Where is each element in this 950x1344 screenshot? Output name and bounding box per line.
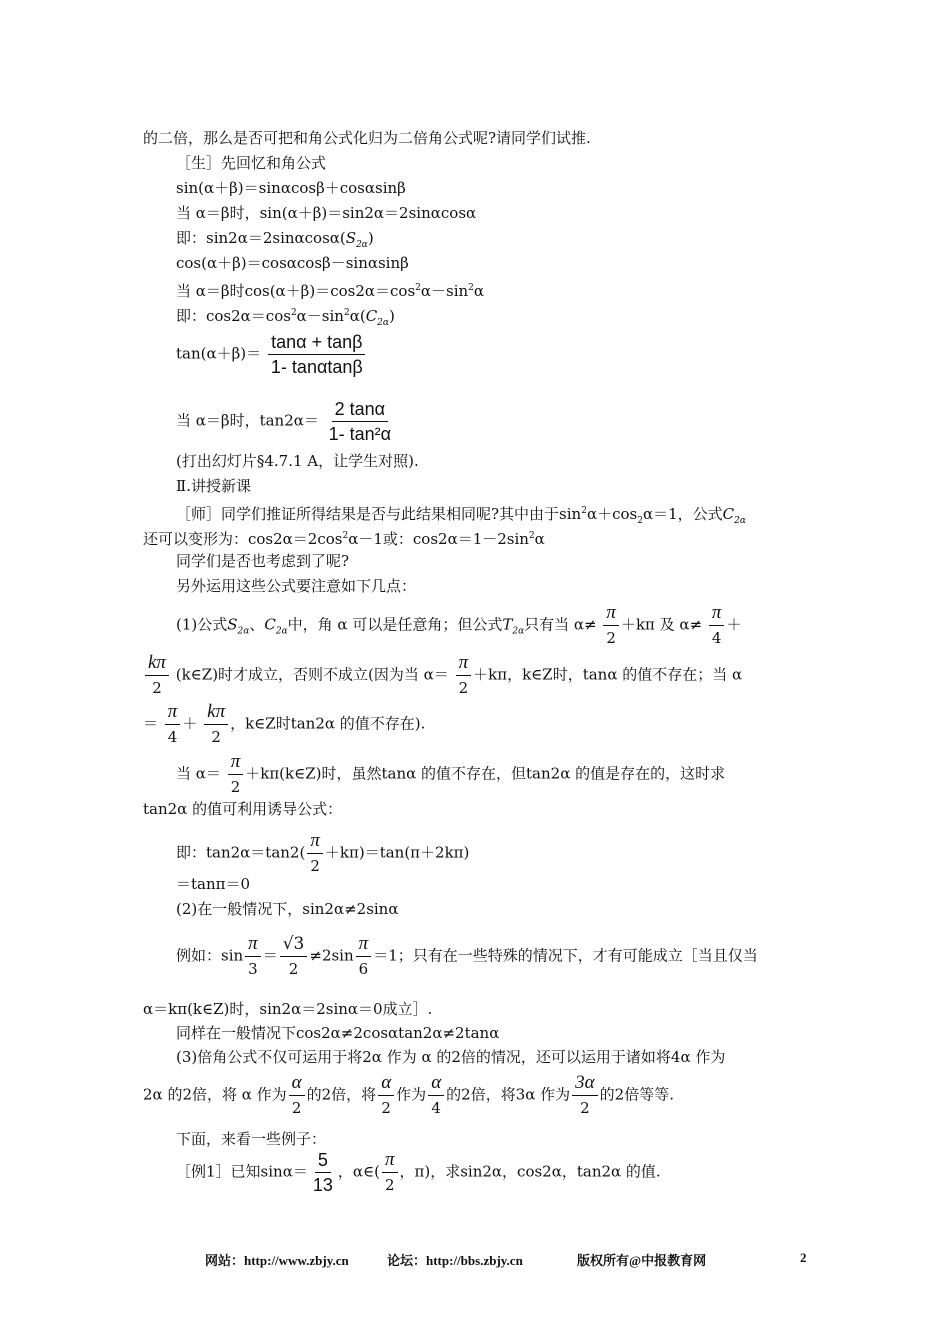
fraction-denominator: 4	[431, 1099, 441, 1117]
text-line	[176, 750, 725, 799]
text: 的2倍，将3α 作为	[446, 1085, 571, 1104]
text: ＋kπ 及 α≠	[620, 615, 703, 634]
subscript: 2	[637, 516, 643, 526]
text: ，α∈(	[337, 1162, 380, 1181]
formula-line	[176, 397, 396, 446]
text-line: 下面，来看一些例子：	[176, 1130, 327, 1148]
fraction-numerator: π	[456, 651, 472, 676]
text: (k∈Z)时才成立，否则不成立(因为当 α＝	[175, 665, 449, 684]
fraction	[307, 829, 323, 878]
fraction-denominator: 2	[384, 1176, 395, 1194]
formula-subscript: 2α	[275, 626, 288, 637]
text: ［师］同学们推证所得结果是否与此结果相同呢?其中由于sin	[176, 505, 582, 523]
formula-subscript: 2α	[734, 516, 746, 526]
fraction-numerator: 2 tanα	[332, 397, 388, 422]
footer-forum-link[interactable]: 论坛：http://bbs.zbjy.cn	[387, 1253, 523, 1268]
fraction-numerator: α	[428, 1071, 444, 1096]
footer-copyright: 版权所有@中报教育网	[577, 1253, 707, 1268]
text: 、	[249, 615, 265, 634]
footer-site-link[interactable]: 网站：http://www.zbjy.cn	[205, 1253, 349, 1268]
text-line	[143, 526, 545, 549]
fraction-numerator: kπ	[145, 651, 169, 676]
fraction	[709, 601, 725, 650]
formula-text: 即：cos2α＝cos	[176, 307, 291, 325]
formula-line	[176, 228, 374, 255]
fraction	[245, 932, 261, 981]
formula-text: α－sin	[296, 307, 344, 325]
fraction-numerator: tanα + tanβ	[268, 330, 365, 355]
text-line: 同学们是否也考虑到了呢?	[176, 552, 350, 570]
text-line: α＝kπ(k∈Z)时，sin2α＝2sinα＝0成立］.	[143, 1000, 433, 1018]
text: ≠2sin	[309, 946, 354, 965]
text: ＝	[143, 714, 159, 733]
fraction	[289, 1071, 305, 1120]
text: α－1或：cos2α＝1－2sin	[348, 530, 529, 548]
fraction-numerator: 5	[315, 1148, 331, 1173]
text-line: (2)在一般情况下，sin2α≠2sinα	[176, 900, 399, 918]
text: 还可以变形为：cos2α＝2cos	[143, 530, 343, 548]
text: α＝1，公式	[642, 505, 723, 523]
text-line	[143, 651, 742, 700]
fraction-denominator: 2	[230, 778, 241, 796]
fraction-numerator: π	[709, 601, 725, 626]
section-heading: Ⅱ.讲授新课	[176, 477, 251, 495]
fraction	[572, 1071, 597, 1120]
formula-line	[176, 278, 484, 301]
fraction-denominator: 2	[381, 1099, 391, 1117]
formula-text: α	[473, 282, 485, 300]
fraction-denominator: 2	[152, 679, 162, 697]
formula-label: T	[502, 615, 513, 634]
text-line	[176, 601, 741, 650]
fraction-numerator: α	[289, 1071, 305, 1096]
formula-line	[176, 330, 368, 379]
text-line: (打出幻灯片§4.7.1 A，让学生对照).	[176, 452, 419, 470]
formula-text: 即：sin2α＝2sinαcosα(	[176, 229, 346, 247]
formula-line	[176, 303, 395, 333]
fraction-denominator: 2	[606, 629, 616, 647]
superscript: 2	[290, 308, 297, 318]
formula-label: C	[264, 615, 276, 634]
fraction-numerator: π	[382, 1148, 398, 1173]
text: ＋	[182, 714, 198, 733]
text: ＋	[726, 615, 742, 634]
fraction	[356, 932, 372, 981]
fraction-denominator: 4	[167, 728, 178, 746]
fraction	[268, 330, 366, 379]
fraction-numerator: π	[356, 932, 372, 957]
superscript: 2	[528, 531, 535, 541]
fraction-numerator: π	[165, 700, 181, 725]
text: ＝1；只有在一些特殊的情况下，才有可能成立［当且仅当	[373, 946, 758, 965]
formula-text: 当 α＝β时，tan2α＝	[176, 411, 319, 430]
fraction-denominator: 6	[358, 960, 369, 978]
formula-line	[176, 829, 469, 878]
formula-text: 当 α＝β时cos(α＋β)＝cos2α＝cos	[176, 282, 416, 300]
text-line	[176, 932, 758, 981]
text: ＋kπ)＝tan(π＋2kπ)	[324, 843, 470, 862]
text: 的2倍，将	[306, 1085, 377, 1104]
text-line: ［生］先回忆和角公式	[176, 154, 327, 172]
text: ［例1］已知sinα＝	[176, 1162, 308, 1181]
fraction	[378, 1071, 394, 1120]
fraction	[428, 1071, 444, 1120]
text: 只有当 α≠	[524, 615, 597, 634]
formula-text: α－sin	[420, 282, 469, 300]
formula-line: cos(α＋β)＝cosαcosβ－sinαsinβ	[176, 254, 409, 272]
text: 中，角 α 可以是任意角；但公式	[287, 615, 503, 634]
fraction-numerator: π	[228, 750, 244, 775]
text-line	[143, 700, 425, 749]
text-line: (3)倍角公式不仅可运用于将2α 作为 α 的2倍的情况，还可以运用于诸如将4α 作为	[176, 1048, 726, 1066]
text-line: tan2α 的值可利用诱导公式：	[143, 800, 343, 818]
formula-text: )	[367, 229, 374, 247]
text: 即：tan2α＝tan2(	[176, 843, 306, 862]
text-line	[176, 1148, 661, 1197]
formula-subscript: 2α	[237, 626, 250, 637]
text: 当 α＝	[176, 764, 221, 783]
fraction-numerator: √3	[280, 932, 308, 957]
formula-label: S	[227, 615, 238, 634]
formula-label: C	[365, 307, 378, 325]
formula-text: α(	[349, 307, 366, 325]
superscript: 2	[415, 283, 421, 293]
formula-line: sin(α＋β)＝sinαcosβ＋cosαsinβ	[176, 179, 406, 197]
formula-text: tan(α＋β)＝	[176, 344, 262, 363]
superscript: 2	[468, 283, 474, 293]
fraction-numerator: π	[245, 932, 261, 957]
text: ＝	[262, 946, 278, 965]
fraction-denominator: 1- tanαtanβ	[270, 357, 363, 377]
text: 2α 的2倍，将 α 作为	[143, 1085, 287, 1104]
text: α＋cos	[586, 505, 638, 523]
text: (1)公式	[176, 615, 228, 634]
fraction	[310, 1148, 336, 1197]
text-line: 另外运用这些公式要注意如下几点：	[176, 577, 417, 595]
text: 的2倍等等.	[599, 1085, 674, 1104]
text-line: 同样在一般情况下cos2α≠2cosαtan2α≠2tanα	[176, 1024, 500, 1042]
fraction-numerator: π	[307, 829, 323, 854]
fraction-numerator: α	[378, 1071, 394, 1096]
text: ＋kπ，k∈Z时，tanα 的值不存在；当 α	[473, 665, 743, 684]
fraction	[165, 700, 181, 749]
formula-label: S	[345, 229, 357, 247]
formula-subscript: 2α	[356, 240, 368, 250]
fraction-numerator: π	[603, 601, 619, 626]
fraction	[145, 651, 169, 700]
formula-subscript: 2α	[377, 318, 389, 328]
formula-line: ＝tanπ＝0	[176, 875, 251, 893]
fraction-denominator: 2	[291, 1099, 302, 1117]
fraction	[603, 601, 619, 650]
fraction-denominator: 13	[312, 1175, 333, 1195]
text: ，π)，求sin2α，cos2α，tan2α 的值.	[399, 1162, 661, 1181]
superscript: 2	[342, 531, 349, 541]
fraction-denominator: 2	[310, 857, 320, 875]
formula-label: C	[722, 505, 735, 523]
fraction-denominator: 2	[288, 960, 299, 978]
fraction	[228, 750, 244, 799]
fraction-denominator: 3	[248, 960, 258, 978]
text-line: 的二倍，那么是否可把和角公式化归为二倍角公式呢?请同学们试推.	[143, 129, 591, 147]
fraction-denominator: 2	[211, 728, 221, 746]
text: ＋kπ(k∈Z)时，虽然tanα 的值不存在，但tan2α 的值是存在的，这时求	[245, 764, 726, 783]
text: 例如：sin	[176, 946, 244, 965]
fraction-numerator: 3α	[572, 1071, 597, 1096]
page-number: 2	[800, 1250, 807, 1265]
text-line	[143, 1071, 674, 1120]
formula-text: )	[388, 307, 395, 325]
fraction-denominator: 1- tan²α	[328, 424, 392, 444]
fraction-denominator: 2	[580, 1099, 590, 1117]
text: 作为	[396, 1085, 427, 1104]
superscript: 2	[581, 506, 587, 516]
superscript: 2	[343, 308, 350, 318]
fraction	[382, 1148, 398, 1197]
text: ，k∈Z时tan2α 的值不存在).	[230, 714, 426, 733]
text: α	[534, 530, 545, 548]
fraction	[326, 397, 394, 446]
fraction-denominator: 2	[458, 679, 469, 697]
fraction-numerator: kπ	[204, 700, 228, 725]
formula-line: 当 α＝β时，sin(α＋β)＝sin2α＝2sinαcosα	[176, 204, 477, 222]
formula-subscript: 2α	[512, 626, 525, 637]
fraction-denominator: 4	[711, 629, 722, 647]
fraction	[204, 700, 228, 749]
fraction	[280, 932, 308, 981]
fraction	[456, 651, 472, 700]
